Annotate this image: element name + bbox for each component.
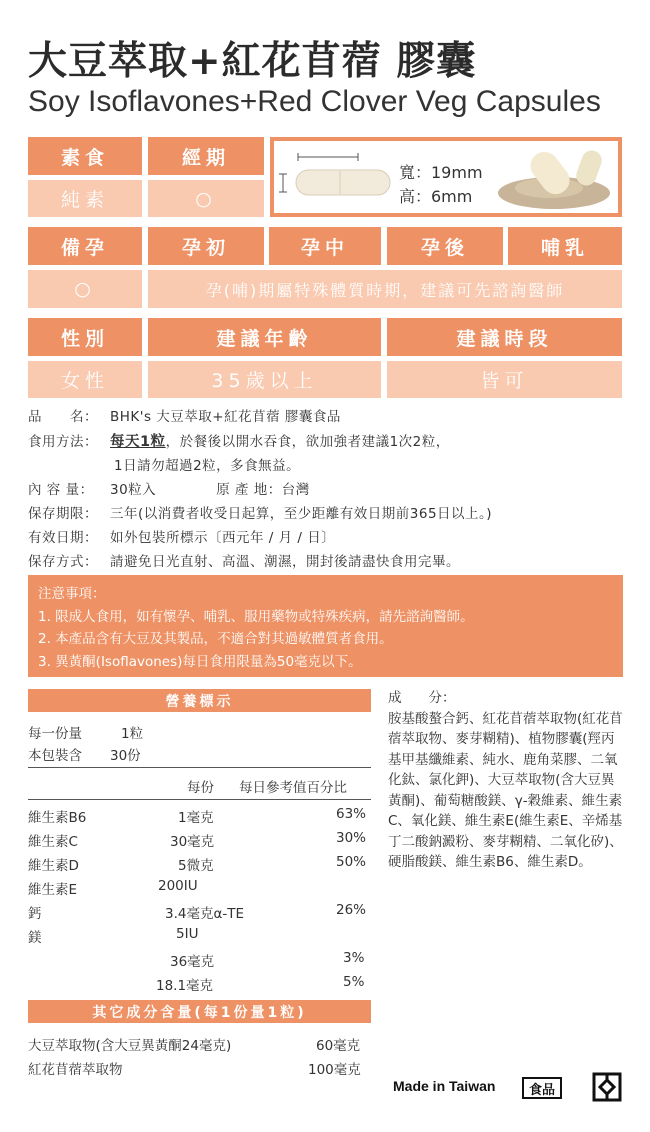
info-shelf-life: 保存期限： 三年(以消費者收受日起算，至少距離有效日期前365日以上。) — [28, 506, 493, 522]
divider — [28, 767, 371, 768]
nutrient-name: 鈣 — [28, 906, 42, 922]
value-gender: 女性 — [28, 361, 142, 398]
nutrient-name: 維生素B6 — [28, 810, 87, 826]
package-label: 本包裝含 — [28, 748, 82, 764]
header-menstrual: 經期 — [148, 137, 264, 175]
serving-label: 每一份量 — [28, 726, 82, 742]
other-amount: 100毫克 — [308, 1062, 361, 1078]
title-chinese: 大豆萃取+紅花苜蓿 膠囊 — [28, 39, 477, 84]
col-per-serving: 每份 — [187, 780, 214, 796]
nutrition-title: 營養標示 — [28, 689, 371, 712]
ingredients-label: 成 分： — [388, 690, 456, 706]
recycle-icon — [592, 1072, 622, 1102]
nutrient-amount: 30毫克 — [170, 834, 215, 850]
value-vegetarian: 純素 — [28, 180, 142, 217]
nutrient-dv: 5% — [343, 974, 365, 990]
nutrient-name: 維生素C — [28, 834, 78, 850]
other-name: 紅花苜蓿萃取物 — [28, 1062, 123, 1078]
nutrient-dv: 30% — [336, 830, 367, 846]
header-breastfeeding: 哺乳 — [508, 227, 622, 265]
nutrient-dv: 63% — [336, 806, 367, 822]
nutrient-amount: 36毫克 — [170, 954, 215, 970]
nutrient-amount: 3.4毫克α-TE — [165, 906, 245, 922]
nutrient-name: 鎂 — [28, 930, 42, 946]
header-gender: 性別 — [28, 318, 142, 356]
ingredients-text: 胺基酸螯合鈣、紅花苜蓿萃取物(紅花苜蓿萃取物、麥芽糊精)、植物膠囊(羥丙基甲基纖維素、純水、鹿角菜膠、二氧化鈦、氯化鉀)、大豆萃取物(含大豆異黃酮)、葡萄糖酸鎂、γ-穀維素、維生素C、氧化鎂、維生素E(維生素E、辛烯基丁二酸鈉澱粉、麥芽糊精、二氧化矽)、硬脂酸鎂、維生素B6、維生素D。 — [388, 710, 623, 870]
nutrient-dv: 26% — [336, 902, 367, 918]
notice-item: 3. 異黃酮(Isoflavones)每日食用限量為50毫克以下。 — [38, 653, 362, 670]
nutrient-name: 維生素E — [28, 882, 78, 898]
other-amount: 60毫克 — [316, 1038, 361, 1054]
header-mid-pregnancy: 孕中 — [269, 227, 381, 265]
other-ingredients-title: 其它成分含量(每1份量1粒) — [28, 1000, 371, 1023]
header-vegetarian: 素食 — [28, 137, 142, 175]
info-usage: 食用方法： 每天1粒，於餐後以開水吞食，欲加強者建議1次2粒， — [28, 434, 450, 450]
header-timing: 建議時段 — [387, 318, 622, 356]
value-preparing: ○ — [28, 270, 142, 308]
nutrient-amount: 200IU — [158, 878, 198, 894]
capsule-height: 高：6mm — [399, 187, 473, 206]
value-timing: 皆可 — [387, 361, 622, 398]
divider — [28, 799, 371, 800]
header-preparing: 備孕 — [28, 227, 142, 265]
capsule-width: 寬：19mm — [399, 163, 483, 182]
info-expiry: 有效日期： 如外包裝所標示〔西元年 / 月 / 日〕 — [28, 530, 336, 546]
info-storage: 保存方式： 請避免日光直射、高溫、潮濕，開封後請盡快食用完畢。 — [28, 554, 460, 570]
other-name: 大豆萃取物(含大豆異黃酮24毫克) — [28, 1038, 232, 1054]
package-value: 30份 — [110, 748, 141, 764]
nutrient-dv: 3% — [343, 950, 365, 966]
value-menstrual: ○ — [148, 180, 264, 217]
nutrient-amount: 18.1毫克 — [156, 978, 214, 994]
made-in-taiwan: Made in Taiwan — [393, 1078, 496, 1094]
header-late-pregnancy: 孕後 — [387, 227, 503, 265]
title-english: Soy Isoflavones+Red Clover Veg Capsules — [28, 85, 601, 118]
nutrient-dv: 50% — [336, 854, 367, 870]
info-usage-line2: 1日請勿超過2粒，多食無益。 — [114, 458, 301, 474]
col-daily-value: 每日參考值百分比 — [239, 780, 347, 796]
pregnancy-note: 孕(哺)期屬特殊體質時期，建議可先諮詢醫師 — [148, 270, 622, 308]
info-name: 品 名： BHK's 大豆萃取+紅花苜蓿 膠囊食品 — [28, 409, 341, 425]
notice-box — [28, 575, 623, 677]
food-label: 食品 — [522, 1077, 562, 1099]
value-age: 35歲以上 — [148, 361, 381, 398]
notice-item: 2. 本產品含有大豆及其製品，不適合對其過敏體質者食用。 — [38, 631, 393, 647]
notice-item: 1. 限成人食用，如有懷孕、哺乳、服用藥物或特殊疾病，請先諮詢醫師。 — [38, 608, 474, 625]
nutrient-amount: 1毫克 — [178, 810, 214, 826]
capsule-illustration — [270, 137, 622, 217]
nutrient-amount: 5IU — [176, 926, 199, 942]
nutrient-name: 維生素D — [28, 858, 79, 874]
info-content: 內 容 量： 30粒入 原 產 地：台灣 — [28, 482, 310, 498]
header-early-pregnancy: 孕初 — [148, 227, 264, 265]
notice-title: 注意事項： — [38, 586, 106, 602]
nutrient-amount: 5微克 — [178, 858, 214, 874]
serving-value: 1粒 — [121, 726, 144, 742]
header-age: 建議年齡 — [148, 318, 381, 356]
ingredients — [388, 688, 626, 873]
